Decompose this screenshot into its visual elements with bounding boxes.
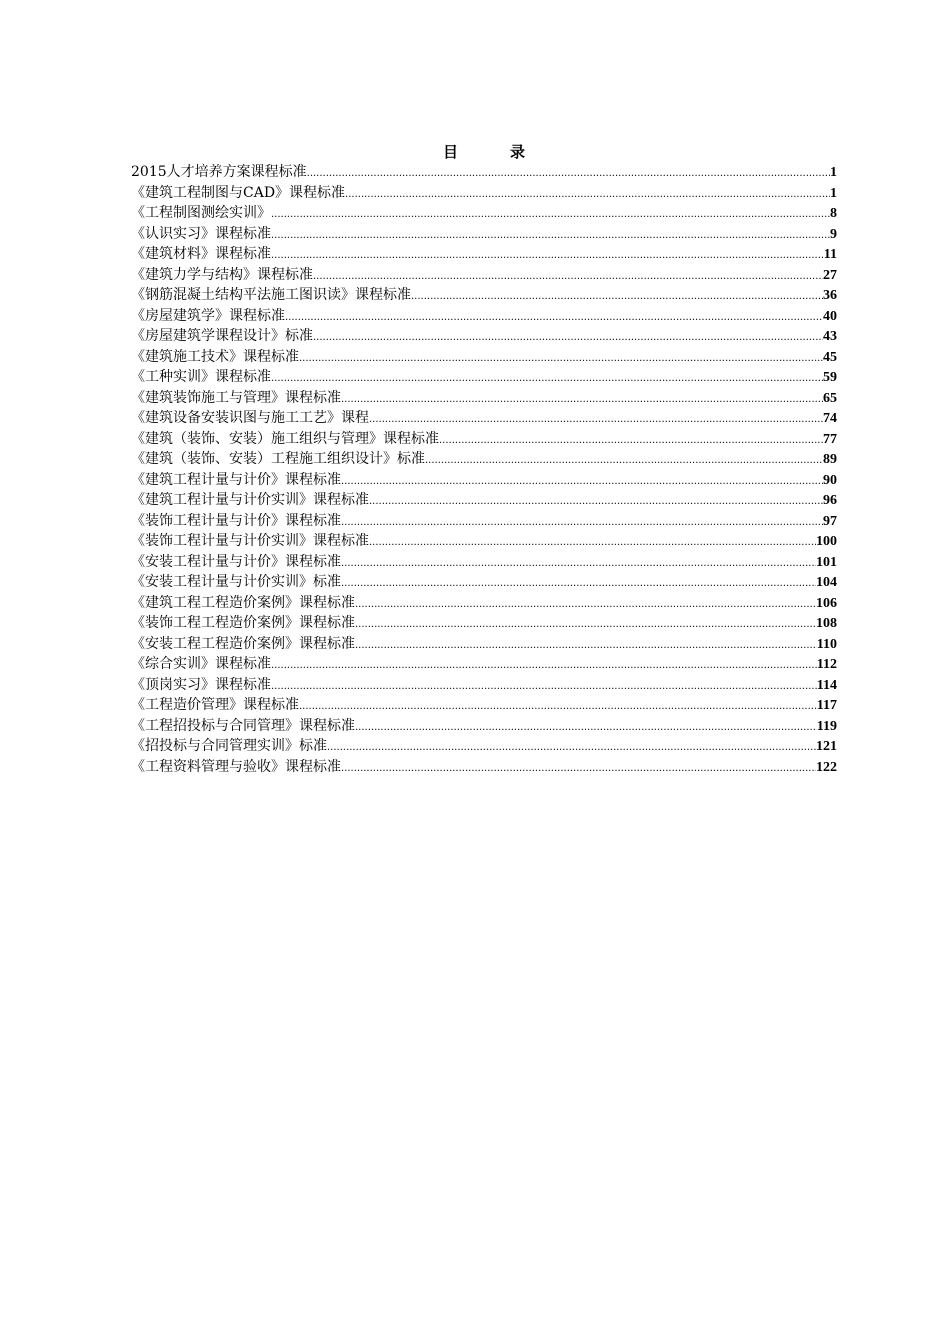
toc-entry-label: 《装饰工程计量与计价》课程标准 [131,512,341,529]
toc-dot-leader [355,615,816,636]
toc-dot-leader [345,185,830,206]
toc-entry-page-number: 121 [816,739,837,754]
toc-entry-label: 《工种实训》课程标准 [131,369,271,385]
toc-entry[interactable] [131,347,837,368]
toc-title [0,142,950,162]
toc-dot-leader [285,308,823,329]
toc-entry[interactable] [131,716,837,737]
toc-entry-label: 《建筑设备安装识图与施工工艺》课程 [131,410,369,426]
toc-entry-page-number: 119 [816,718,837,734]
toc-title-left: 目 [442,143,458,161]
toc-entry[interactable] [131,572,837,593]
toc-entry-page-number: 114 [816,677,837,693]
toc-entry[interactable] [131,162,837,183]
toc-dot-leader [369,492,823,513]
toc-dot-leader [271,369,823,390]
toc-entry-label: 《装饰工程计量与计价实训》课程标准 [131,533,369,549]
toc-dot-leader [327,738,816,759]
toc-entry[interactable] [131,203,837,224]
toc-dot-leader [307,164,830,185]
toc-entry-page-number: 104 [816,575,837,590]
toc-entry-label: 《安装工程工程造价案例》课程标准 [131,635,355,652]
toc-entry-label: 《建筑工程计量与计价实训》课程标准 [131,492,369,508]
toc-dot-leader [341,513,823,534]
toc-dot-leader [425,451,823,472]
toc-entry-page-number: 108 [816,616,837,631]
toc-entry-page-number: 27 [823,267,837,283]
toc-entry-page-number: 11 [823,247,837,262]
toc-dot-leader [299,349,823,370]
toc-entry[interactable] [131,757,837,778]
toc-dot-leader [271,205,830,226]
toc-entry[interactable] [131,306,837,327]
toc-entry-label: 《安装工程计量与计价》课程标准 [131,553,341,570]
toc-entry-label: 《认识实习》课程标准 [131,225,271,242]
toc-entry[interactable] [131,736,837,757]
toc-entry[interactable] [131,593,837,614]
toc-entry-page-number: 106 [816,595,837,611]
toc-dot-leader [271,656,817,677]
toc-entry[interactable] [131,429,837,450]
toc-entry-label: 《建筑工程工程造价案例》课程标准 [131,594,355,611]
toc-entry-page-number: 110 [816,636,837,652]
toc-entry-label: 《综合实训》课程标准 [131,656,271,672]
toc-entry-page-number: 97 [823,513,837,529]
toc-entry[interactable] [131,695,837,716]
toc-entry-page-number: 59 [823,370,837,385]
toc-dot-leader [341,574,816,595]
toc-list [131,162,837,777]
toc-title-right: 录 [510,143,526,161]
toc-entry-label: 《建筑施工技术》课程标准 [131,348,299,365]
toc-entry[interactable] [131,388,837,409]
toc-entry[interactable] [131,265,837,286]
toc-entry-label: 《工程制图测绘实训》 [131,205,271,221]
toc-entry-page-number: 65 [823,390,837,406]
toc-entry-label: 《顶岗实习》课程标准 [131,676,271,693]
toc-entry-page-number: 36 [823,288,837,303]
toc-dot-leader [355,718,817,739]
toc-entry-page-number: 1 [830,165,837,180]
toc-entry-label: 《工程造价管理》课程标准 [131,697,299,713]
toc-entry[interactable] [131,552,837,573]
toc-entry-label: 《装饰工程工程造价案例》课程标准 [131,615,355,631]
toc-entry-label: 《建筑工程制图与CAD》课程标准 [131,184,346,201]
toc-entry[interactable] [131,449,837,470]
toc-entry-page-number: 101 [816,554,837,570]
toc-entry-page-number: 100 [816,534,837,549]
toc-entry[interactable] [131,613,837,634]
toc-entry[interactable] [131,675,837,696]
toc-entry-label: 《安装工程计量与计价实训》标准 [131,574,341,590]
toc-entry[interactable] [131,244,837,265]
toc-entry-label: 《招投标与合同管理实训》标准 [131,738,327,754]
toc-dot-leader [411,287,823,308]
toc-dot-leader [341,390,823,411]
toc-dot-leader [313,267,823,288]
toc-entry-label: 《建筑材料》课程标准 [131,246,271,262]
toc-entry[interactable] [131,634,837,655]
toc-dot-leader [271,246,824,267]
toc-entry[interactable] [131,511,837,532]
toc-entry-page-number: 1 [830,185,837,201]
toc-dot-leader [355,636,817,657]
toc-entry-page-number: 45 [823,349,837,365]
toc-entry-label: 《房屋建筑学》课程标准 [131,307,285,324]
toc-dot-leader [271,226,830,247]
toc-entry-page-number: 96 [823,493,837,508]
toc-entry[interactable] [131,224,837,245]
toc-entry-label: 2015人才培养方案课程标准 [131,164,307,180]
toc-dot-leader [439,431,823,452]
toc-entry[interactable] [131,285,837,306]
toc-entry[interactable] [131,531,837,552]
toc-dot-leader [299,697,817,718]
toc-entry[interactable] [131,654,837,675]
toc-entry-label: 《工程资料管理与验收》课程标准 [131,758,341,775]
toc-dot-leader [341,472,823,493]
toc-entry-page-number: 8 [830,206,837,221]
toc-entry-label: 《工程招投标与合同管理》课程标准 [131,717,355,734]
toc-entry-label: 《建筑（装饰、安装）工程施工组织设计》标准 [131,451,425,467]
toc-entry-label: 《钢筋混凝土结构平法施工图识读》课程标准 [131,287,411,303]
toc-entry-page-number: 74 [823,411,837,426]
toc-entry-page-number: 112 [816,657,837,672]
toc-entry-page-number: 89 [823,452,837,467]
toc-entry[interactable] [131,490,837,511]
toc-entry[interactable] [131,326,837,347]
toc-dot-leader [341,554,816,575]
toc-dot-leader [271,677,817,698]
toc-dot-leader [369,533,816,554]
toc-entry-label: 《建筑工程计量与计价》课程标准 [131,471,341,488]
toc-entry-label: 《建筑装饰施工与管理》课程标准 [131,389,341,406]
toc-entry-label: 《建筑（装饰、安装）施工组织与管理》课程标准 [131,430,439,447]
toc-dot-leader [369,410,823,431]
toc-dot-leader [341,759,816,780]
toc-entry[interactable] [131,470,837,491]
toc-entry-page-number: 117 [816,698,837,713]
toc-entry-page-number: 90 [823,472,837,488]
toc-entry[interactable] [131,408,837,429]
toc-dot-leader [313,328,823,349]
toc-entry[interactable] [131,367,837,388]
toc-entry-page-number: 43 [823,329,837,344]
toc-entry-page-number: 9 [830,226,837,242]
toc-entry-label: 《房屋建筑学课程设计》标准 [131,328,313,344]
toc-dot-leader [355,595,816,616]
toc-entry-label: 《建筑力学与结构》课程标准 [131,266,313,283]
toc-entry[interactable] [131,183,837,204]
toc-entry-page-number: 40 [823,308,837,324]
toc-entry-page-number: 77 [823,431,837,447]
toc-entry-page-number: 122 [816,759,837,775]
